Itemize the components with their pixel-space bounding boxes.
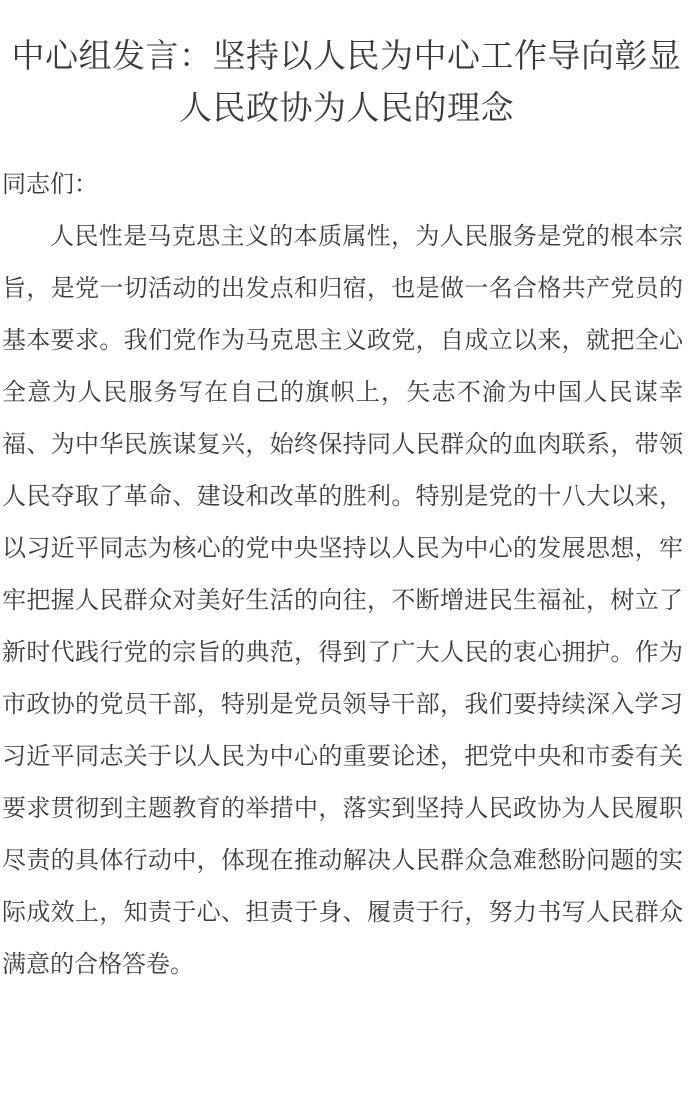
article-title: 中心组发言：坚持以人民为中心工作导向彰显人民政协为人民的理念 [11, 36, 682, 127]
greeting: 同志们： [2, 170, 98, 198]
body-paragraph: 人民性是马克思主义的本质属性，为人民服务是党的根本宗旨，是党一切活动的出发点和归宿，也是做一名合格共产党员的基本要求。我们党作为马克思主义政党，自成立以来，就把全心全意为人民服务写在自己的旗帜上，矢志不渝为中国人民谋幸福、为中华民族谋复兴，始终保持同人民群众的血肉联系，带领人民夺取了革命、建设和改革的胜利。特别是党的十八大以来，以习近平同志为核心的党中央坚持以人民为中心的发展思想，牢牢把握人民群众对美好生活的向往，不断增进民生福祉，树立了新时代践行党的宗旨的典范，得到了广大人民的衷心拥护。作为市政协的党员干部，特别是党员领导干部，我们要持续深入学习习近平同志关于以人民为中心的重要论述，把党中央和市委有关要求贯彻到主题教育的举措中，落实到坚持人民政协为人民履职尽责的具体行动中，体现在推动解决人民群众急难愁盼问题的实际成效上，知责于心、担责于身、履责于行，努力书写人民群众满意的合格答卷。 [2, 222, 683, 978]
